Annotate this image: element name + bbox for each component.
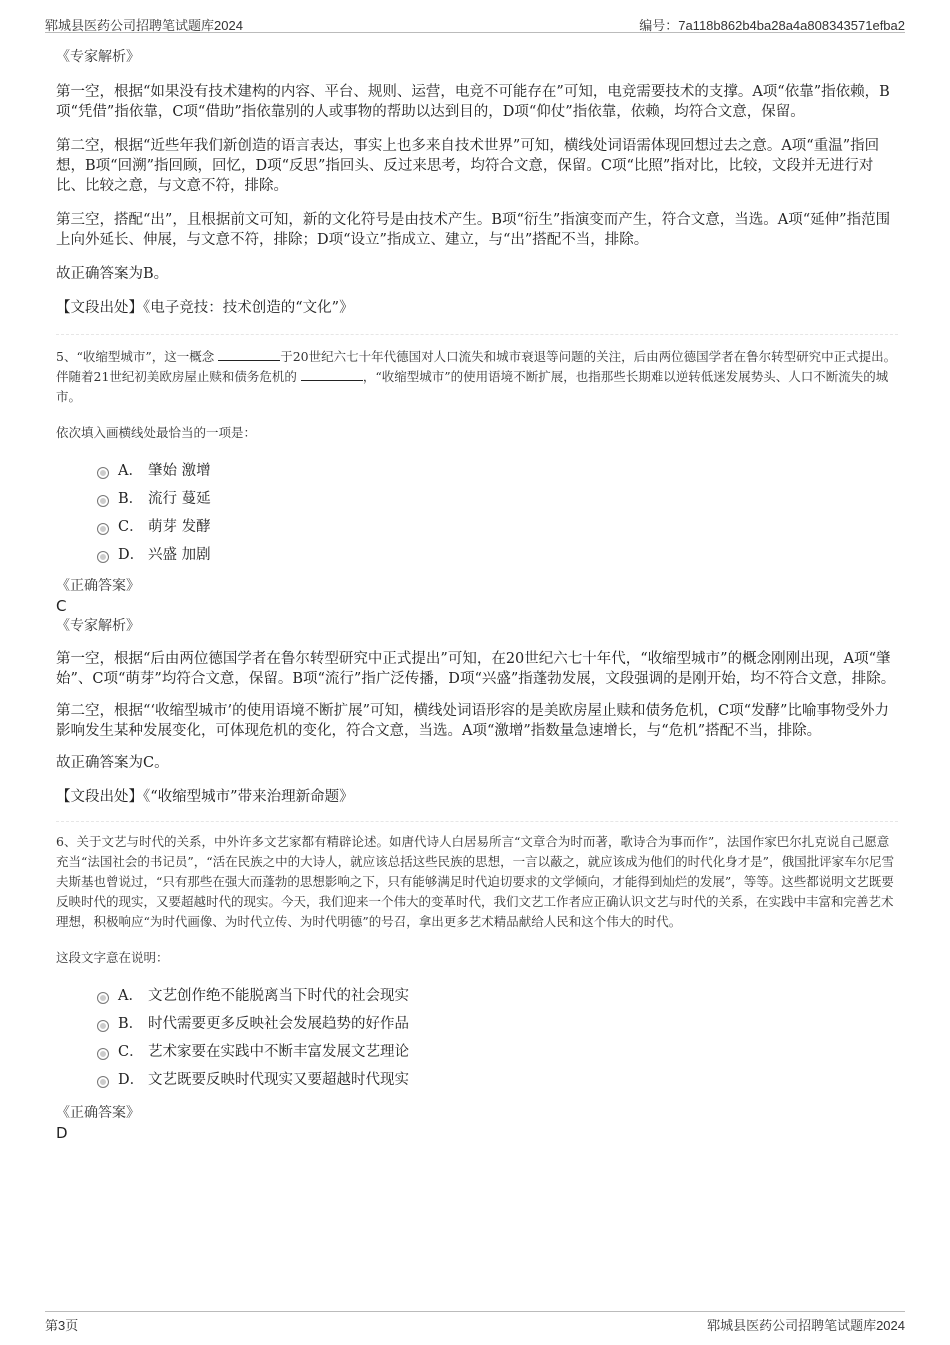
radio-icon[interactable] <box>97 523 109 535</box>
radio-icon[interactable] <box>97 467 109 479</box>
analysis-paragraph: 第二空，根据“近些年我们新创造的语言表达，事实上也多来自技术世界”可知，横线处词语需体现回想过去之意。A项“重温”指回想，B项“回溯”指回顾，回忆，D项“反思”指回头、反过来思考，均符合文意，保留。C项“比照”指对比，比较，文段并无进行对比、比较之意，与文意不符，排除。 <box>56 138 880 194</box>
answer-label: 《正确答案》 <box>56 578 140 594</box>
page-footer <box>45 1311 905 1332</box>
radio-icon[interactable] <box>97 1020 109 1032</box>
option-b[interactable]: B． 时代需要更多反映社会发展趋势的好作品 <box>56 1010 898 1038</box>
option-d[interactable]: D． 文艺既要反映时代现实又要超越时代现实 <box>56 1066 898 1094</box>
option-b[interactable]: B． 流行 蔓延 <box>56 485 898 513</box>
radio-icon[interactable] <box>97 495 109 507</box>
page-content <box>56 44 898 1142</box>
question-prompt: 这段文字意在说明： <box>56 950 169 965</box>
analysis-paragraph: 第三空，搭配“出”，且根据前文可知，新的文化符号是由技术产生。B项“衍生”指演变而产生，符合文意，当选。A项“延伸”指范围上向外延长、伸展，与文意不符，排除；D项“设立”指成立、建立，与“出”搭配不当，排除。 <box>56 212 891 248</box>
option-a[interactable]: A． 文艺创作绝不能脱离当下时代的社会现实 <box>56 982 898 1010</box>
answer-label: 《正确答案》 <box>56 1105 140 1121</box>
option-c[interactable]: C． 萌芽 发酵 <box>56 513 898 541</box>
option-c[interactable]: C． 艺术家要在实践中不断丰富发展文艺理论 <box>56 1038 898 1066</box>
header-code: 编号：7a118b862b4ba28a4a808343571efba2 <box>639 18 905 33</box>
question-stem: 6、关于文艺与时代的关系，中外许多文艺家都有精辟论述。如唐代诗人白居易所言“文章合为时而著，歌诗合为事而作”，法国作家巴尔扎克说自己愿意充当“法国社会的书记员”，“活在民族之中的大诗人，就应该总括这些民族的思想，一言以蔽之，就应该成为他们的时代化身才是”，俄国批评家车尔尼雪夫斯基也曾说过，“只有那些在强大而蓬勃的思想影响之下，只有能够满足时代迫切要求的文学倾向，才能得到灿烂的发展”，等等。这些都说明文艺既要反映时代的现实，又要超越时代的现实。今天，我们迎来一个伟大的变革时代，我们文艺工作者应正确认识文艺与时代的关系，在实践中丰富和完善艺术理想，积极响应“为时代画像、为时代立传、为时代明德”的号召，拿出更多艺术精品献给人民和这个伟大的时代。 <box>56 834 895 929</box>
radio-icon[interactable] <box>97 1076 109 1088</box>
correct-answer: D <box>56 1124 68 1142</box>
source-citation: 【文段出处】《“收缩型城市”带来治理新命题》 <box>56 789 354 805</box>
analysis-label: 《专家解析》 <box>56 49 140 65</box>
analysis-label: 《专家解析》 <box>56 618 140 634</box>
correct-answer: C <box>56 597 67 615</box>
radio-icon[interactable] <box>97 1048 109 1060</box>
answer-blank <box>301 368 363 381</box>
header-title: 郓城县医药公司招聘笔试题库2024 <box>45 18 243 33</box>
answer-blank <box>218 348 280 361</box>
page-number: 第3页 <box>45 1318 79 1333</box>
footer-title: 郓城县医药公司招聘笔试题库2024 <box>707 1318 905 1333</box>
radio-icon[interactable] <box>97 992 109 1004</box>
options-list <box>56 982 898 1094</box>
analysis-paragraph: 第二空，根据“‘收缩型城市’的使用语境不断扩展”可知，横线处词语形容的是美欧房屋止赎和债务危机，C项“发酵”比喻事物受外力影响发生某种发展变化，可体现危机的变化，符合文意，当选。A项“激增”指数量急速增长，与“危机”搭配不当，排除。 <box>56 703 889 739</box>
option-d[interactable]: D． 兴盛 加剧 <box>56 541 898 569</box>
conclusion: 故正确答案为C。 <box>56 755 169 771</box>
analysis-paragraph: 第一空，根据“如果没有技术建构的内容、平台、规则、运营，电竞不可能存在”可知，电竞需要技术的支撑。A项“依靠”指依赖，B项“凭借”指依靠，C项“借助”指依靠别的人或事物的帮助以达到目的，D项“仰仗”指依靠，依赖，均符合文意，保留。 <box>56 84 890 120</box>
options-list <box>56 457 898 569</box>
question-prompt: 依次填入画横线处最恰当的一项是： <box>56 425 257 440</box>
radio-icon[interactable] <box>97 551 109 563</box>
source-citation: 【文段出处】《电子竞技：技术创造的“文化”》 <box>56 300 354 316</box>
question-stem: 5、“收缩型城市”，这一概念 于20世纪六七十年代德国对人口流失和城市衰退等问题的关注，后由两位德国学者在鲁尔转型研究中正式提出。伴随着21世纪初美欧房屋止赎和债务危机的 ，“收缩型城市”的使用语境不断扩展，也指那些长期难以逆转低迷发展势头、人口不断流失的城市。 <box>56 349 897 404</box>
analysis-paragraph: 第一空，根据“后由两位德国学者在鲁尔转型研究中正式提出”可知，在20世纪六七十年代，“收缩型城市”的概念刚刚出现，A项“肇始”、C项“萌芽”均符合文意，保留。B项“流行”指广泛传播，D项“兴盛”指蓬勃发展，文段强调的是刚开始，均不符合文意，排除。 <box>56 651 896 687</box>
option-a[interactable]: A． 肇始 激增 <box>56 457 898 485</box>
conclusion: 故正确答案为B。 <box>56 266 169 282</box>
page-header <box>45 12 905 33</box>
